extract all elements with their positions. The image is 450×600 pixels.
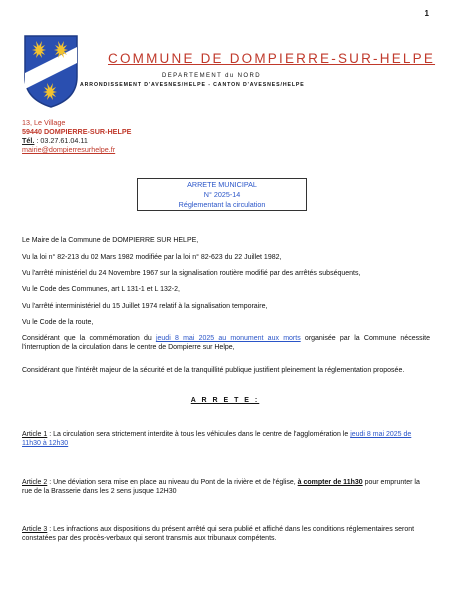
article-2-text-end: pour emprunter la rue de la Brasserie dans les 2 sens jusque 12H30: [22, 479, 420, 495]
article-3: [22, 525, 430, 543]
coat-of-arms-icon: [22, 33, 80, 109]
commune-title: COMMUNE DE DOMPIERRE-SUR-HELPE: [108, 51, 436, 66]
departement-line: DEPARTEMENT du NORD: [162, 73, 261, 79]
vu-code-communes-line: Vu le Code des Communes, art L 131-1 et L 132-2,: [22, 286, 180, 293]
commemoration-date-link[interactable]: jeudi 8 mai 2025 au monument aux morts: [155, 335, 301, 342]
arrondissement-line: ARRONDISSEMENT D'AVESNES/HELPE - CANTON D'AVESNES/HELPE: [80, 82, 305, 88]
telephone-value: : 03.27.61.04.11: [36, 136, 88, 145]
vu-arrete-ministeriel-line: Vu l'arrêté ministériel du 24 Novembre 1967 sur la signalisation routière modifié par des arrêtés subséquents,: [22, 270, 361, 277]
decree-subject: Réglementant la circulation: [178, 200, 266, 209]
address-line-1: 13, Le Village: [22, 118, 66, 127]
article-1: [22, 430, 430, 448]
article-2: [22, 478, 430, 496]
considerant-securite: Considérant que l'intérêt majeur de la sécurité et de la tranquillité publique justifient pleinement la réglementation proposée.: [22, 367, 405, 374]
vu-code-route-line: Vu le Code de la route,: [22, 319, 94, 326]
article-3-label: Article 3: [22, 526, 48, 533]
decree-number: N° 2025-14: [203, 190, 241, 199]
article-2-label: Article 2: [22, 479, 48, 486]
telephone-label: Tél.: [22, 136, 35, 145]
article-1-text: : La circulation sera strictement interdite à tous les véhicules dans le centre de l'agglomération le: [47, 431, 351, 438]
decree-title-box: [137, 178, 307, 211]
telephone-line: [22, 136, 131, 145]
email-link[interactable]: mairie@dompierresurhelpe.fr: [22, 145, 116, 154]
maire-line: Le Maire de la Commune de DOMPIERRE SUR HELPE,: [22, 237, 199, 244]
article-2-emphasis: à compter de 11h30: [297, 479, 363, 486]
article-3-text: : Les infractions aux dispositions du présent arrêté qui sera publié et affiché dans les conditions réglementaires seront constatées par des procès-verbaux qui seront transmis aux tribunaux compétents.: [22, 526, 415, 542]
arrete-heading-text: A R R E T E :: [190, 397, 260, 404]
considerant-commemoration: [22, 334, 430, 352]
arrete-heading: [0, 397, 450, 404]
page-number: 1: [424, 9, 429, 18]
vu-loi-line: Vu la loi n° 82-213 du 02 Mars 1982 modifiée par la loi n° 82-623 du 22 Juillet 1982,: [22, 254, 282, 261]
commemoration-text-start: Considérant que la commémoration du: [22, 335, 156, 342]
address-line-2: 59440 DOMPIERRE-SUR-HELPE: [22, 127, 132, 136]
contact-block: [22, 118, 131, 154]
decree-title: ARRETE MUNICIPAL: [187, 180, 257, 189]
article-1-label: Article 1: [22, 431, 48, 438]
commemoration-text-end: organisée par la Commune nécessite l'interruption de la circulation dans le centre de Dompierre sur Helpe,: [22, 335, 430, 351]
article-1-date-link[interactable]: jeudi 8 mai 2025 de 11h30 à 12h30: [22, 431, 412, 447]
vu-arrete-interministeriel-line: Vu l'arrêté interministériel du 15 Juillet 1974 relatif à la signalisation temporaire,: [22, 303, 268, 310]
article-2-text-start: : Une déviation sera mise en place au niveau du Pont de la rivière et de l'église,: [47, 479, 298, 486]
